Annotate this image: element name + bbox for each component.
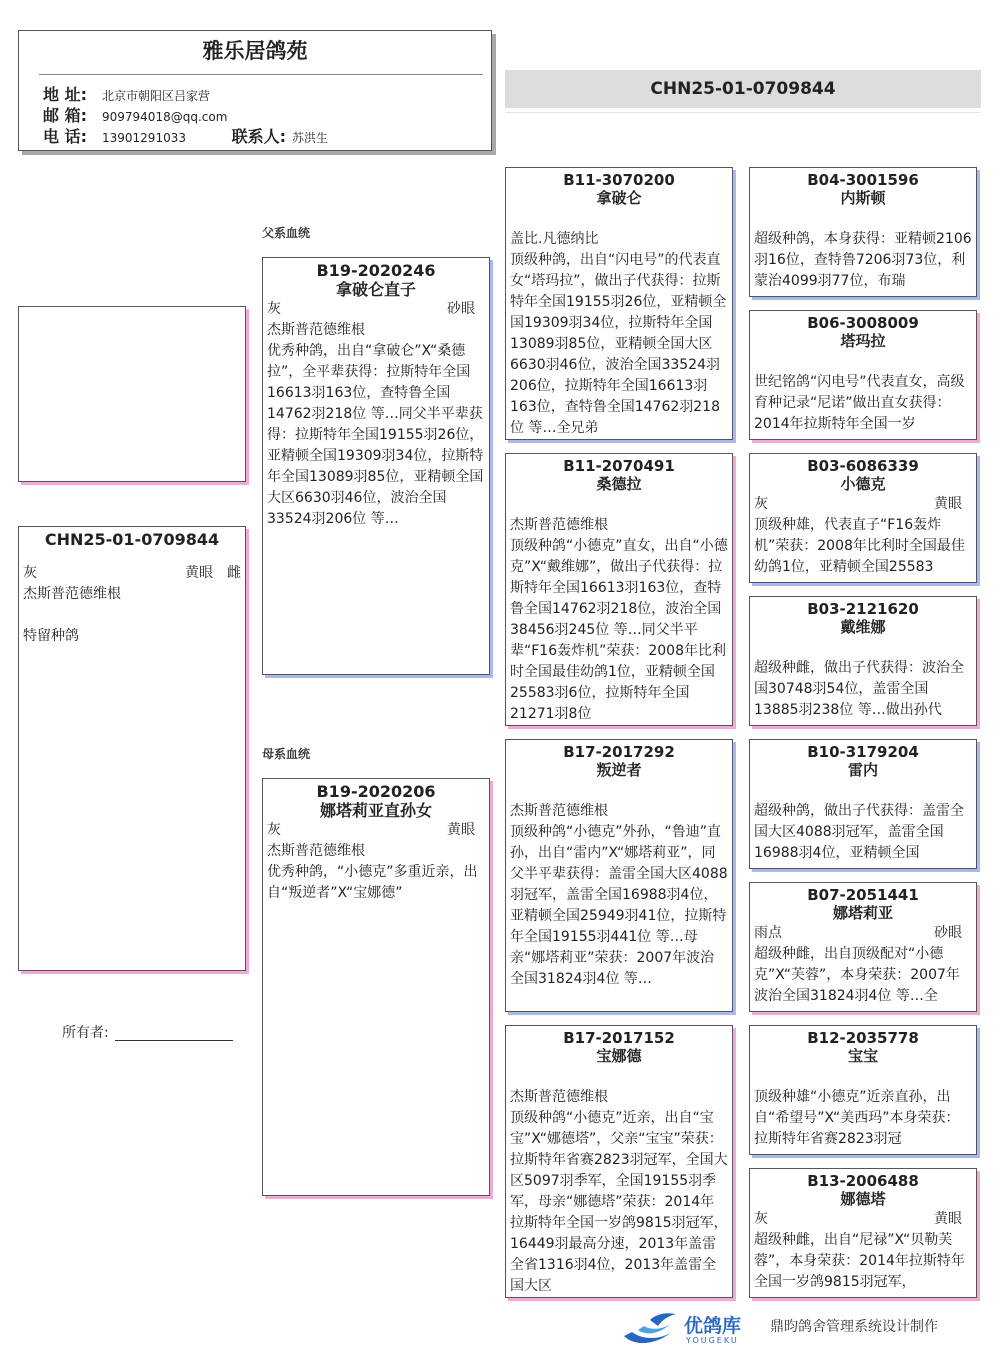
great-grandparent-card xyxy=(749,739,977,869)
grandparent-card xyxy=(505,453,733,726)
great-grandparent-card xyxy=(749,1025,977,1155)
subject-bloodline: 杰斯普范德维根 xyxy=(23,586,121,602)
grandparent-description: 顶级种鸽“小德克”近亲，出自“宝宝”X“娜德塔”，父亲“宝宝”荣获：拉斯特年省赛2823羽冠军，全国大区5097羽季军，全国19155羽季军，母亲“娜德塔”荣获：2014年拉斯特年全国一岁鸽9815羽冠军，16449羽最高分速，2013年盖雷全省1316羽4位，2013年盖雷全国大区 xyxy=(510,1110,728,1294)
great-grandparent-description: 超级种雌，出自“尼禄”X“贝勒芙蓉”，本身荣获：2014年拉斯特年全国一岁鸽9815羽冠军， xyxy=(754,1232,965,1290)
dam-bloodline: 杰斯普范德维根 xyxy=(267,843,365,859)
grandparent-ring-number: B17-2017292 xyxy=(563,743,675,761)
grandparent-ring-number: B17-2017152 xyxy=(563,1029,675,1047)
sire-lineage-label: 父系血统 xyxy=(262,226,311,240)
sire-description: 优秀种鸽，出自“拿破仑”X“桑德拉”，全平辈获得：拉斯特年全国16613羽163位，查特鲁全国14762羽218位 等…同父半平辈获得：拉斯特年全国19155羽26位，亚精顿全国19309羽34位，拉斯特年全国13089羽85位，亚精顿全国大区6630羽46位，波治全国33524羽206位 等… xyxy=(267,343,484,527)
address-value: 北京市朝阳区吕家营 xyxy=(102,89,211,103)
phone-label: 电 话: xyxy=(43,127,87,146)
grandparent-card xyxy=(505,1025,733,1298)
great-grandparent-attributes xyxy=(750,494,976,515)
great-grandparent-ring-number: B10-3179204 xyxy=(807,743,919,761)
dam-lineage-label: 母系血统 xyxy=(262,747,311,761)
great-grandparent-description: 超级种雌，出自顶级配对“小德克”X“芙蓉”，本身荣获：2007年波治全国31824羽4位 等…全 xyxy=(754,946,960,1004)
great-grandparent-ring-number: B07-2051441 xyxy=(807,886,919,904)
grandparent-attributes xyxy=(506,1066,732,1087)
footer-brand: 优鸽库 xyxy=(684,1315,742,1337)
grandparent-description: 顶级种鸽“小德克”外孙，“鲁迪”直孙，出自“雷内”X“娜塔莉亚”，同父半平辈获得：盖雷全国大区4088羽冠军，盖雷全国16988羽4位，亚精顿全国25949羽41位，拉斯特年全国19155羽441位 等…母亲“娜塔莉亚”荣获：2007年波治全国31824羽4位 等… xyxy=(510,824,728,987)
address-row xyxy=(43,85,210,105)
great-grandparent-attributes xyxy=(750,351,976,372)
grandparent-card xyxy=(505,739,733,1012)
banner-divider xyxy=(505,112,981,113)
address-label: 地 址: xyxy=(43,85,87,104)
great-grandparent-description: 超级种雌，做出子代获得：波治全国30748羽54位，盖雷全国13885羽238位 等…做出孙代 xyxy=(754,660,964,718)
great-grandparent-ring-number: B03-2121620 xyxy=(807,600,919,618)
grandparent-name: 桑德拉 xyxy=(596,475,642,493)
great-grandparent-card xyxy=(749,453,977,583)
grandparent-bloodline: 盖比.凡德纳比 xyxy=(510,231,599,247)
dam-eye: 黄眼 xyxy=(447,822,475,838)
grandparent-bloodline: 杰斯普范德维根 xyxy=(510,803,608,819)
great-grandparent-attributes xyxy=(750,923,976,944)
great-grandparent-card xyxy=(749,882,977,1012)
sire-bloodline: 杰斯普范德维根 xyxy=(267,322,365,338)
great-grandparent-description: 顶级种雄，代表直子“F16轰炸机”荣获：2008年比利时全国最佳幼鸽1位，亚精顿全国25583 xyxy=(754,517,965,575)
sire-eye: 砂眼 xyxy=(447,301,475,317)
owner-signature-line xyxy=(115,1026,233,1041)
great-grandparent-name: 小德克 xyxy=(840,475,886,493)
great-grandparent-attributes xyxy=(750,780,976,801)
sire-color: 灰 xyxy=(267,301,281,317)
sire-name: 拿破仑直子 xyxy=(335,280,416,299)
ring-number-banner: CHN25-01-0709844 xyxy=(505,70,981,108)
great-grandparent-color: 灰 xyxy=(754,496,768,512)
great-grandparent-color: 灰 xyxy=(754,1211,768,1227)
subject-ring-number: CHN25-01-0709844 xyxy=(44,530,220,549)
sire-ring-number: B19-2020246 xyxy=(316,261,436,280)
great-grandparent-eye: 黄眼 xyxy=(934,496,962,512)
dam-description: 优秀种鸽，“小德克”多重近亲，出自“叛逆者”X“宝娜德” xyxy=(267,864,478,901)
great-grandparent-card xyxy=(749,310,977,440)
footer-credit: 鼎昀鸽舍管理系统设计制作 xyxy=(770,1319,938,1335)
pigeon-photo-frame xyxy=(18,306,246,482)
grandparent-attributes xyxy=(506,208,732,229)
great-grandparent-name: 娜塔莉亚 xyxy=(832,904,893,922)
grandparent-name: 宝娜德 xyxy=(596,1047,642,1065)
great-grandparent-attributes xyxy=(750,1209,976,1230)
great-grandparent-description: 超级种鸽，本身获得：亚精顿2106羽16位，查特鲁7206羽73位，利蒙治4099羽77位，布瑞 xyxy=(754,231,972,289)
contact-label: 联系人: xyxy=(231,127,286,146)
loft-header xyxy=(18,30,492,151)
great-grandparent-name: 内斯顿 xyxy=(840,189,886,207)
email-label: 邮 箱: xyxy=(43,106,87,125)
great-grandparent-name: 塔玛拉 xyxy=(840,332,886,350)
great-grandparent-card xyxy=(749,1168,977,1298)
great-grandparent-ring-number: B03-6086339 xyxy=(807,457,919,475)
dam-name: 娜塔莉亚直孙女 xyxy=(319,801,432,820)
grandparent-name: 拿破仑 xyxy=(596,189,642,207)
grandparent-name: 叛逆者 xyxy=(596,761,642,779)
great-grandparent-ring-number: B12-2035778 xyxy=(807,1029,919,1047)
grandparent-bloodline: 杰斯普范德维根 xyxy=(510,1089,608,1105)
great-grandparent-name: 宝宝 xyxy=(847,1047,878,1065)
subject-sex: 雌 xyxy=(227,565,241,581)
subject-eye: 黄眼 xyxy=(185,565,213,581)
grandparent-description: 顶级种鸽，出自“闪电号”的代表直女“塔玛拉”，做出子代获得：拉斯特年全国19155羽26位，亚精顿全国19309羽34位，拉斯特年全国13089羽85位，亚精顿全国大区6630羽46位，波治全国33524羽206位，拉斯特年全国16613羽163位，查特鲁全国14762羽218位 等…全兄弟 xyxy=(510,252,727,436)
phone-value: 13901291033 xyxy=(102,131,186,145)
dam-ring-number: B19-2020206 xyxy=(316,782,436,801)
great-grandparent-eye: 砂眼 xyxy=(934,925,962,941)
loft-title: 雅乐居鸽苑 xyxy=(202,39,308,63)
great-grandparent-ring-number: B06-3008009 xyxy=(807,314,919,332)
owner-label: 所有者: xyxy=(62,1025,109,1041)
grandparent-attributes xyxy=(506,780,732,801)
dam-attributes xyxy=(263,820,489,841)
grandparent-bloodline: 杰斯普范德维根 xyxy=(510,517,608,533)
grandparent-ring-number: B11-2070491 xyxy=(563,457,675,475)
phone-row xyxy=(43,127,328,147)
email-row xyxy=(43,106,227,126)
great-grandparent-card xyxy=(749,596,977,726)
footer-brand-en: YOUGEKU xyxy=(686,1336,739,1345)
great-grandparent-description: 世纪铭鸽“闪电号”代表直女，高级育种记录“尼诺”做出直女获得：2014年拉斯特年全国一岁 xyxy=(754,374,965,432)
grandparent-card xyxy=(505,167,733,440)
great-grandparent-description: 超级种鸽，做出子代获得：盖雷全国大区4088羽冠军，盖雷全国16988羽4位，亚精顿全国 xyxy=(754,803,964,861)
great-grandparent-ring-number: B13-2006488 xyxy=(807,1172,919,1190)
subject-color: 灰 xyxy=(23,565,37,581)
sire-card xyxy=(262,257,490,675)
contact-value: 苏洪生 xyxy=(291,131,328,145)
great-grandparent-description: 顶级种雄“小德克”近亲直孙，出自“希望号”X“美西玛”本身荣获：拉斯特年省赛2823羽冠 xyxy=(754,1089,960,1147)
great-grandparent-attributes xyxy=(750,1066,976,1087)
great-grandparent-name: 雷内 xyxy=(847,761,878,779)
great-grandparent-attributes xyxy=(750,208,976,229)
great-grandparent-color: 雨点 xyxy=(754,925,782,941)
subject-attributes xyxy=(19,563,245,584)
email-value: 909794018@qq.com xyxy=(102,110,228,124)
sire-attributes xyxy=(263,299,489,320)
great-grandparent-ring-number: B04-3001596 xyxy=(807,171,919,189)
grandparent-attributes xyxy=(506,494,732,515)
owner-field xyxy=(62,1022,233,1042)
grandparent-ring-number: B11-3070200 xyxy=(563,171,675,189)
subject-note: 特留种鸽 xyxy=(23,628,79,644)
subject-pigeon-card xyxy=(18,526,246,971)
great-grandparent-name: 娜德塔 xyxy=(840,1190,886,1208)
great-grandparent-attributes xyxy=(750,637,976,658)
great-grandparent-name: 戴维娜 xyxy=(840,618,886,636)
dam-card xyxy=(262,778,490,1196)
grandparent-description: 顶级种鸽“小德克”直女，出自“小德克”X“戴维娜”，做出子代获得：拉斯特年全国16613羽163位，查特鲁全国14762羽218位，波治全国38456羽245位 等…同父半平辈“F16轰炸机”荣获：2008年比利时全国最佳幼鸽1位，亚精顿全国25583羽6位，拉斯特年全国21271羽8位 xyxy=(510,538,728,722)
header-divider xyxy=(39,74,483,75)
great-grandparent-card xyxy=(749,167,977,297)
dam-color: 灰 xyxy=(267,822,281,838)
great-grandparent-eye: 黄眼 xyxy=(934,1211,962,1227)
